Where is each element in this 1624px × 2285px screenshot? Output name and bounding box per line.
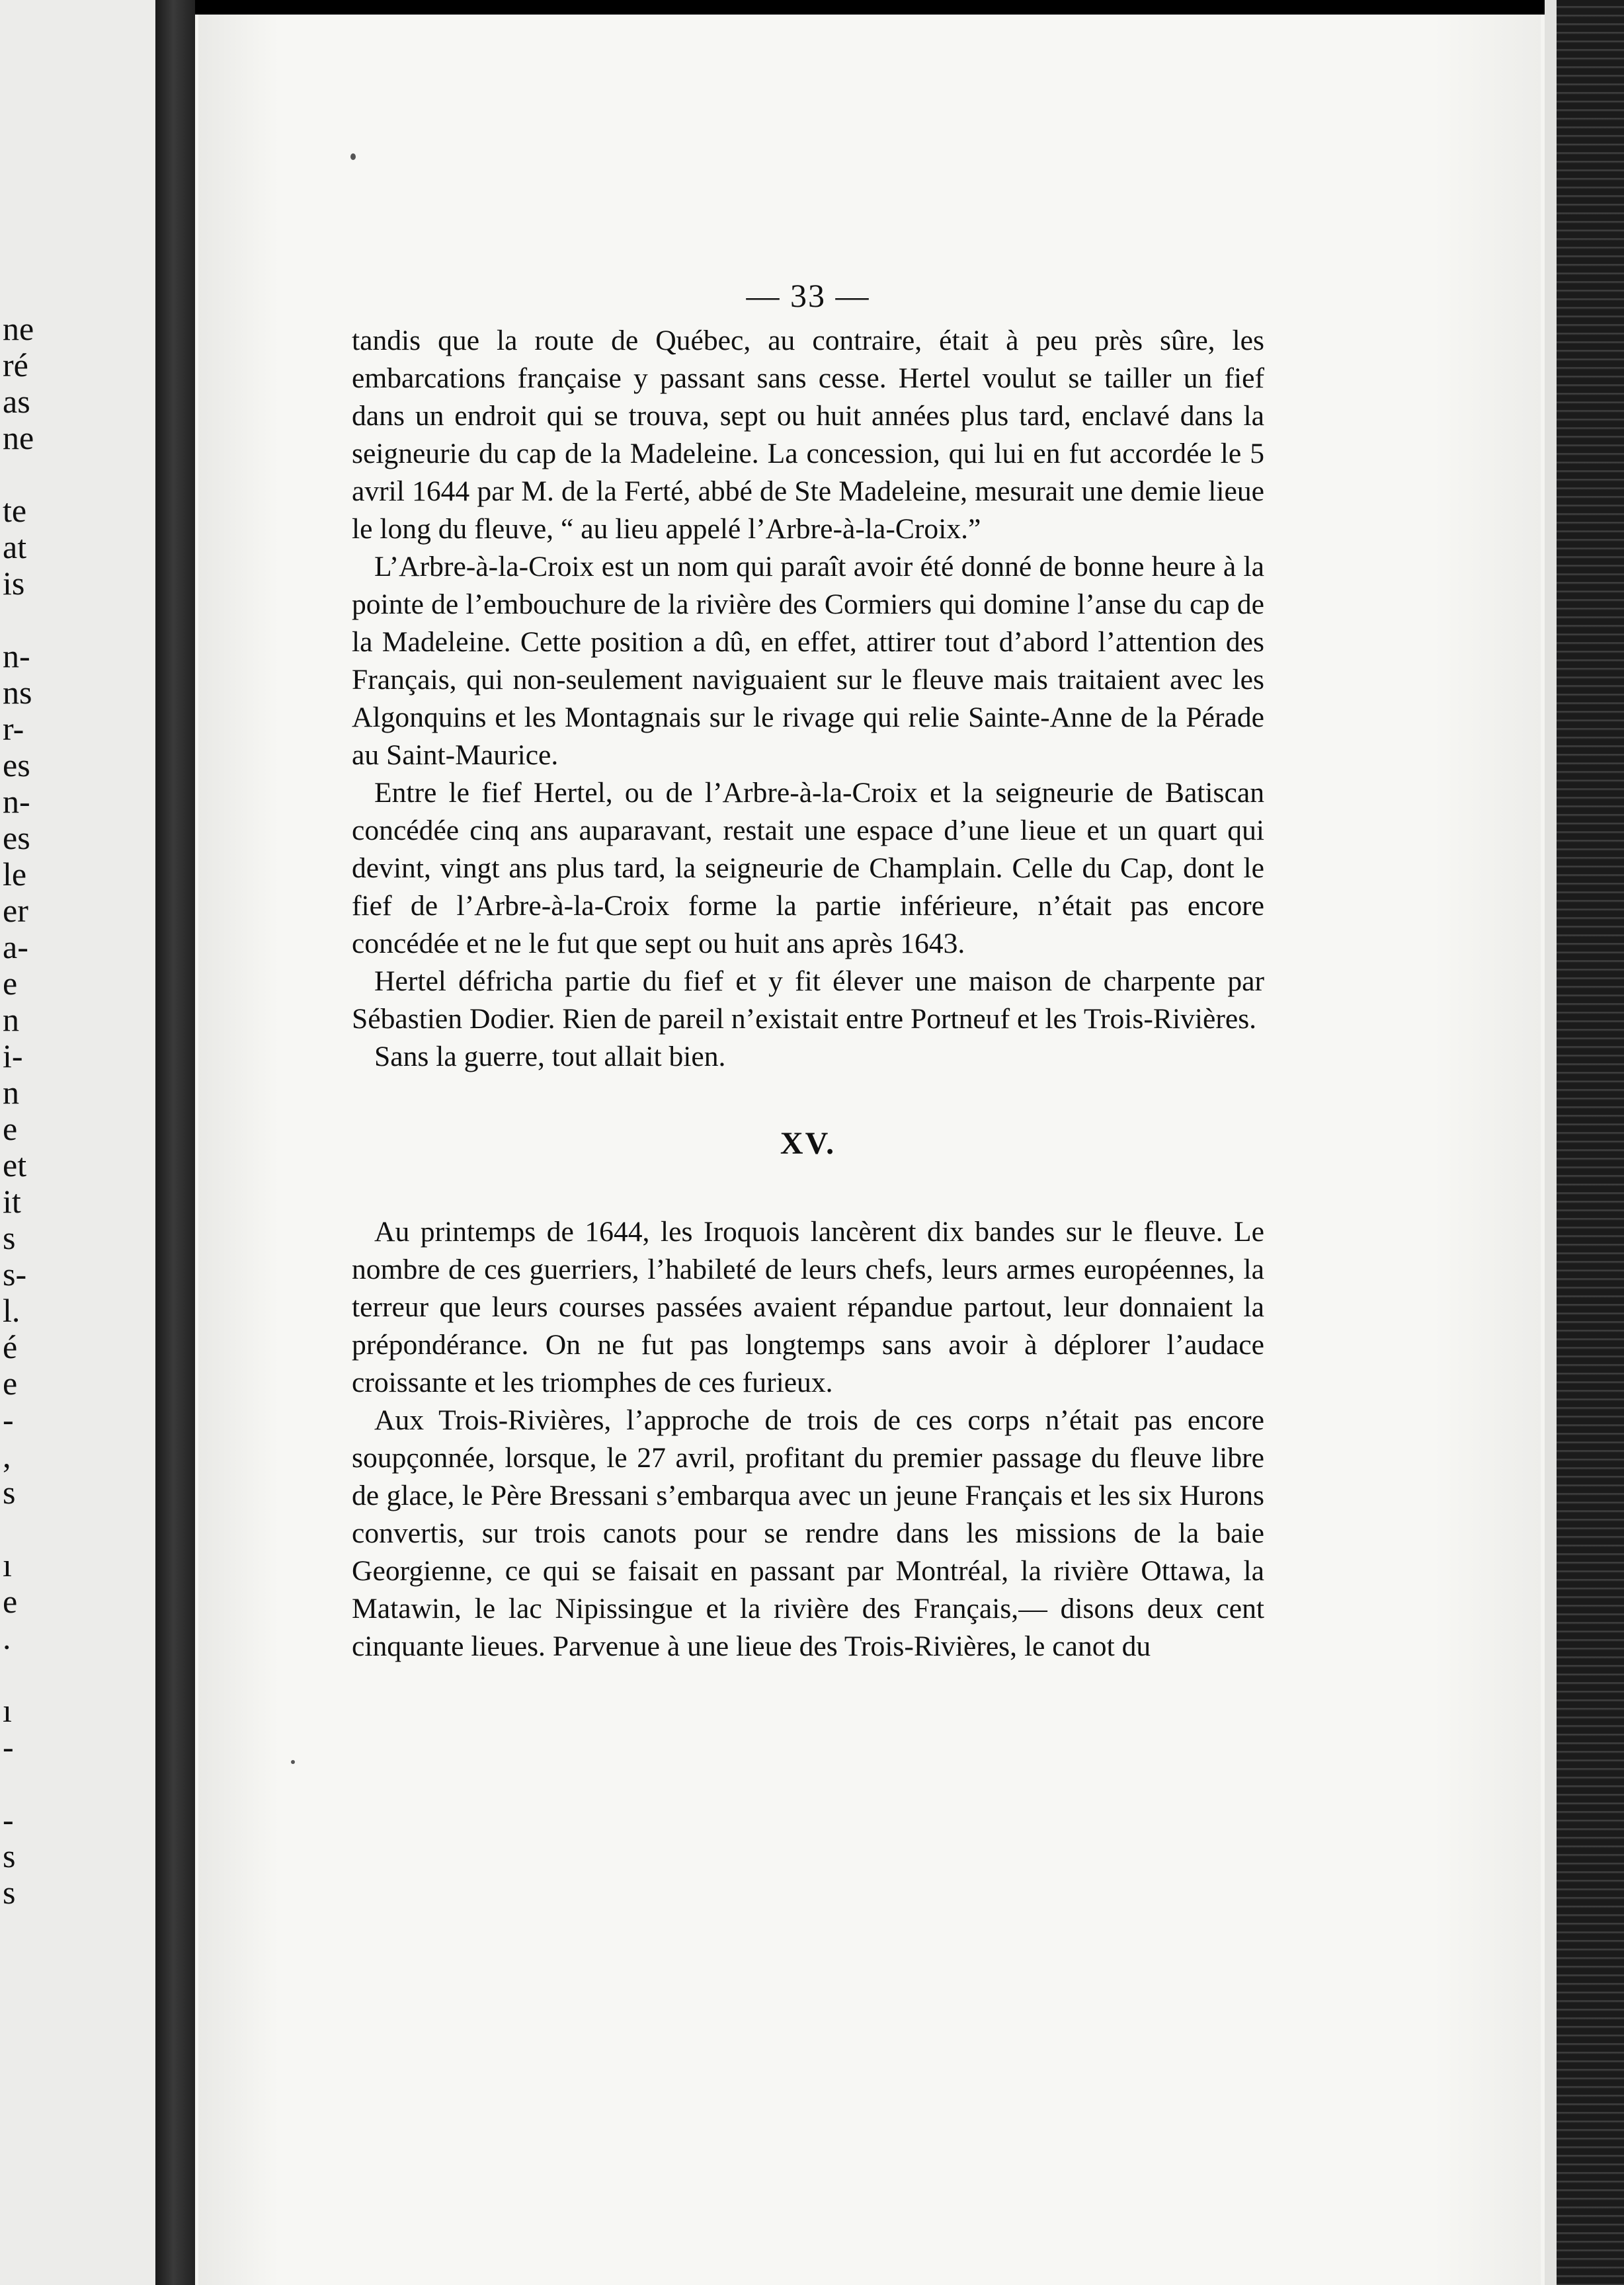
left-page-fragment: ns bbox=[3, 674, 32, 711]
left-page-fragment: ı bbox=[3, 1546, 12, 1583]
left-page-fragment: le bbox=[3, 856, 27, 893]
left-page-fragment: - bbox=[3, 1801, 14, 1838]
paragraph: Au printemps de 1644, les Iroquois lancèrent dix bandes sur le fleuve. Le nombre de ces guerriers, l’habileté de leurs chefs, leurs armes européennes, la terreur que leurs courses passées avaient répandue partout, leur donnaient la prépondérance. On ne fut pas longtemps sans avoir à déplorer l’audace croissante et les triomphes de ces furieux. bbox=[352, 1216, 1264, 1398]
left-page-fragment bbox=[0, 602, 152, 638]
left-page-fragment: r- bbox=[3, 710, 24, 747]
left-page-fragment: as bbox=[3, 383, 30, 420]
left-page-fragment: e bbox=[3, 1110, 18, 1147]
section-heading: XV. bbox=[780, 1126, 836, 1161]
left-page-fragment: . bbox=[3, 1619, 11, 1656]
left-page-fragment: et bbox=[3, 1146, 27, 1183]
dust-speck bbox=[291, 1760, 295, 1764]
left-page-fragment: - bbox=[3, 1728, 14, 1765]
left-page-fragment: ré bbox=[3, 346, 28, 383]
left-page-fragment: e bbox=[3, 1583, 18, 1620]
left-page-fragment: ne bbox=[3, 310, 34, 347]
left-page-fragment: n- bbox=[3, 783, 30, 820]
scan-top-border bbox=[0, 0, 1624, 15]
page-stack-edge bbox=[1545, 0, 1624, 2285]
left-page-fragment: es bbox=[3, 819, 30, 856]
dust-speck bbox=[350, 153, 356, 160]
left-page-fragment bbox=[0, 1656, 152, 1693]
left-page-fragment: e bbox=[3, 1365, 18, 1402]
left-page-fragment: n bbox=[3, 1074, 19, 1111]
left-page-fragment: er bbox=[3, 892, 28, 929]
left-page-fragment: - bbox=[3, 1401, 14, 1438]
paragraph: tandis que la route de Québec, au contraire, était à peu près sûre, les embarcations française y passant sans cesse. Hertel voulut se tailler un fief dans un endroit qui se trouva, sept ou huit années plus tard, enclavé dans la seigneurie du cap de la Madeleine. La concession, qui lui en fut accordée le 5 avril 1644 par M. de la Ferté, abbé de Ste Madeleine, mesurait une demie lieue le long du fleuve, “ au lieu appelé l’Arbre-à-la-Croix.” bbox=[352, 325, 1264, 545]
left-page-fragment: s bbox=[3, 1474, 16, 1511]
left-page-fragment: e bbox=[3, 965, 18, 1002]
left-page-fragment: n bbox=[3, 1001, 19, 1038]
left-page-fragment: ne bbox=[3, 419, 34, 456]
left-page-fragment: , bbox=[3, 1437, 11, 1474]
left-page-fragment: s bbox=[3, 1874, 16, 1911]
paragraph: Aux Trois-Rivières, l’approche de trois de ces corps n’était pas encore soupçonnée, lorsque, le 27 avril, profitant du premier passage du fleuve libre de glace, le Père Bressani s’embarqua avec un jeune Français et les six Hurons convertis, sur trois canots pour se rendre dans les missions de la baie Georgienne, ce qui se faisait en passant par Montréal, la rivière Ottawa, la Matawin, le lac Nipissingue et la rivière des Français,— disons deux cent cinquante lieues. Parvenue à une lieue des Trois-Rivières, le canot du bbox=[352, 1404, 1264, 1662]
left-page-fragment: s bbox=[3, 1837, 16, 1874]
page-number: — 33 — bbox=[746, 277, 870, 314]
left-page-fragment bbox=[0, 456, 152, 493]
right-page bbox=[198, 15, 1541, 2285]
left-page-fragment: s bbox=[3, 1219, 16, 1256]
left-page-fragment: s- bbox=[3, 1256, 27, 1293]
left-page-fragment: n- bbox=[3, 637, 30, 674]
paragraph: Sans la guerre, tout allait bien. bbox=[374, 1041, 726, 1072]
book-gutter bbox=[155, 0, 195, 2285]
left-page-fragment bbox=[0, 1765, 152, 1802]
left-page-fragment: é bbox=[3, 1328, 18, 1365]
left-page-fragment: at bbox=[3, 528, 27, 565]
left-page-text-fragments bbox=[0, 311, 152, 1911]
left-page-fragment: es bbox=[3, 746, 30, 783]
left-page-edge bbox=[0, 0, 165, 2285]
paragraph: Entre le fief Hertel, ou de l’Arbre-à-la-Croix et la seigneurie de Batiscan concédée cinq ans auparavant, restait une espace d’une lieue et un quart qui devint, vingt ans plus tard, la seigneurie de Champlain. Celle du Cap, dont le fief de l’Arbre-à-la-Croix forme la partie inférieure, n’était pas encore concédée et ne le fut que sept ou huit ans après 1643. bbox=[352, 777, 1264, 959]
page-text-block bbox=[352, 269, 1264, 1665]
left-page-fragment: is bbox=[3, 565, 25, 602]
paragraph: L’Arbre-à-la-Croix est un nom qui paraît avoir été donné de bonne heure à la pointe de l’embouchure de la rivière des Cormiers qui domine l’anse du cap de la Madeleine. Cette position a dû, en effet, attirer tout d’abord l’attention des Français, qui non-seulement naviguaient sur le fleuve mais traitaient avec les Algonquins et les Montagnais sur le rivage qui relie Sainte-Anne de la Pérade au Saint-Maurice. bbox=[352, 551, 1264, 771]
left-page-fragment: i- bbox=[3, 1037, 23, 1074]
left-page-fragment: l. bbox=[3, 1292, 20, 1329]
left-page-fragment: ı bbox=[3, 1692, 12, 1729]
left-page-fragment: it bbox=[3, 1183, 21, 1220]
left-page-fragment: te bbox=[3, 492, 27, 529]
left-page-fragment bbox=[0, 1511, 152, 1547]
paragraph: Hertel défricha partie du fief et y fit élever une maison de charpente par Sébastien Dodier. Rien de pareil n’existait entre Portneuf et les Trois-Rivières. bbox=[352, 965, 1264, 1035]
left-page-fragment: a- bbox=[3, 928, 28, 965]
